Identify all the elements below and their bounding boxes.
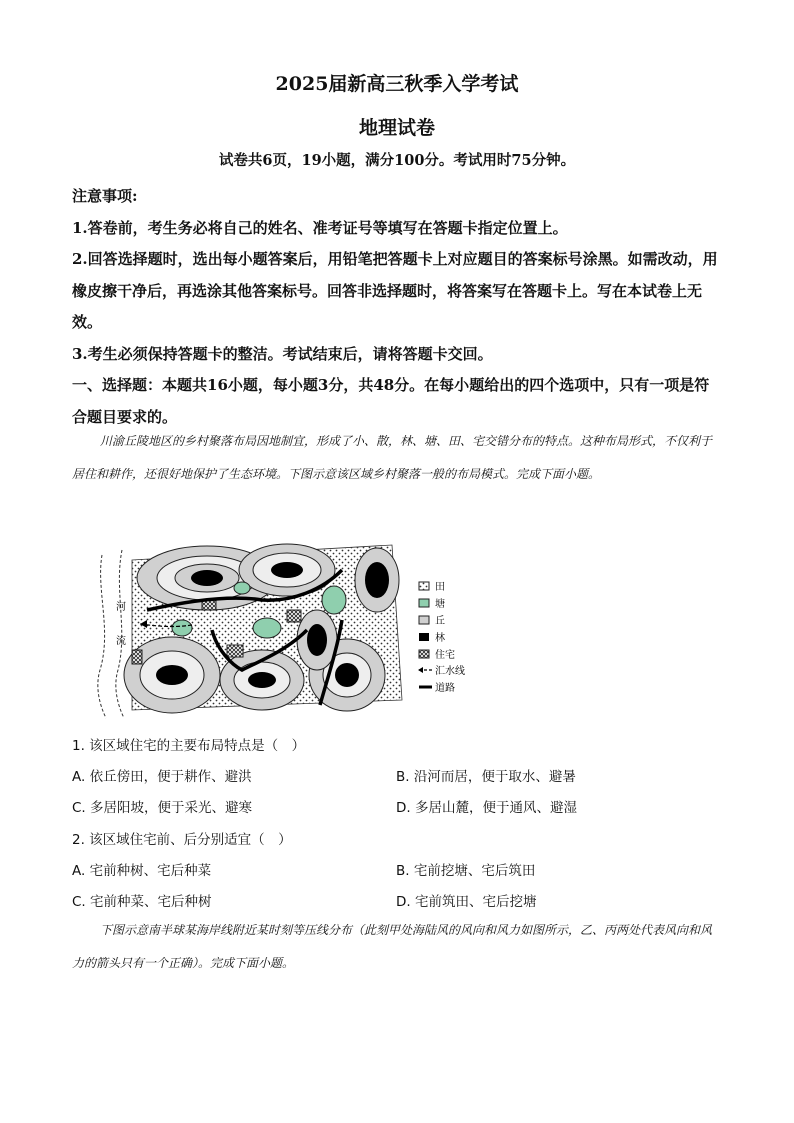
river-bank-left (98, 555, 106, 718)
river-label-1: 河 (116, 602, 126, 613)
river-label-2: 流 (116, 636, 126, 647)
legend-field-swatch (419, 582, 429, 590)
question-1-option-d[interactable]: D. 多居山麓，便于通风、避湿 (396, 800, 577, 816)
legend-dwelling: 住宅 (435, 650, 455, 661)
passage-2 (72, 914, 720, 980)
dwelling-4 (132, 650, 142, 664)
pond-2 (253, 618, 281, 638)
question-2-option-d[interactable]: D. 宅前筑田、宅后挖塘 (396, 894, 537, 910)
legend-pond-swatch (419, 599, 429, 607)
hill-bottom-left (124, 637, 220, 713)
legend-road: 道路 (435, 683, 455, 694)
question-2-option-a[interactable]: A. 宅前种树、宅后种菜 (72, 863, 212, 879)
dwelling-2 (227, 645, 243, 657)
legend-forest-swatch (419, 633, 429, 641)
settlement-layout-figure (92, 540, 482, 720)
pond-4 (234, 582, 250, 594)
question-2-stem: 2. 该区域住宅前、后分别适宜（ ） (72, 832, 292, 848)
question-1-option-b[interactable]: B. 沿河而居，便于取水、避暑 (396, 769, 576, 785)
hill-top-right (355, 548, 399, 612)
legend-drainage: 汇水线 (435, 666, 465, 677)
notes-heading: 注意事项: (72, 187, 138, 205)
question-1-stem: 1. 该区域住宅的主要布局特点是（ ） (72, 738, 306, 754)
section-heading: 一、选择题：本题共16小题，每小题3分，共48分。在每小题给出的四个选项中，只有一项是符合题目要求的。 (72, 376, 710, 426)
note-1: 1.答卷前，考生务必将自己的姓名、准考证号等填写在答题卡指定位置上。 (72, 218, 568, 237)
note-3: 3.考生必须保持答题卡的整洁。考试结束后，请将答题卡交回。 (72, 344, 493, 363)
pond-3 (172, 620, 192, 636)
exam-title: 2025届新高三秋季入学考试 (275, 73, 519, 95)
pond-1 (322, 586, 346, 614)
dwelling-3 (287, 610, 301, 622)
question-1-option-c[interactable]: C. 多居阳坡，便于采光、避寒 (72, 800, 253, 816)
subject-title: 地理试卷 (358, 117, 435, 139)
legend-drainage-arrow-icon (418, 667, 423, 673)
note-2: 2.回答选择题时，选出每小题答案后，用铅笔把答题卡上对应题目的答案标号涂黑。如需改动，用橡皮擦干净后，再选涂其他答案标号。回答非选择题时，将答案写在答题卡上。写在本试卷上无效。 (72, 250, 718, 331)
exam-info: 试卷共6页，19小题，满分100分。考试用时75分钟。 (218, 152, 576, 169)
legend-dwelling-swatch (419, 650, 429, 658)
passage-1-text: 川渝丘陵地区的乡村聚落布局因地制宜，形成了小、散，林、塘、田、宅交错分布的特点。这种布局形式，不仅利于居住和耕作，还很好地保护了生态环境。下图示意该区域乡村聚落一般的布局模式。完成下面小题。 (72, 434, 713, 481)
legend-pond: 塘 (435, 599, 445, 610)
legend-hill: 丘 (435, 616, 445, 627)
legend-hill-swatch (419, 616, 429, 624)
legend-forest: 林 (435, 633, 445, 644)
question-1-option-a[interactable]: A. 依丘傍田，便于耕作、避洪 (72, 769, 252, 785)
passage-1 (72, 425, 720, 491)
legend-field: 田 (435, 582, 445, 593)
question-2-option-c[interactable]: C. 宅前种菜、宅后种树 (72, 894, 212, 910)
question-2-option-b[interactable]: B. 宅前挖塘、宅后筑田 (396, 863, 536, 879)
figure-legend (418, 581, 465, 694)
passage-2-text: 下图示意南半球某海岸线附近某时刻等压线分布（此刻甲处海陆风的风向和风力如图所示，乙、丙两处代表风向和风力的箭头只有一个正确）。完成下面小题。 (72, 923, 713, 970)
river-bank-right (116, 550, 124, 718)
notes-section (72, 181, 720, 433)
